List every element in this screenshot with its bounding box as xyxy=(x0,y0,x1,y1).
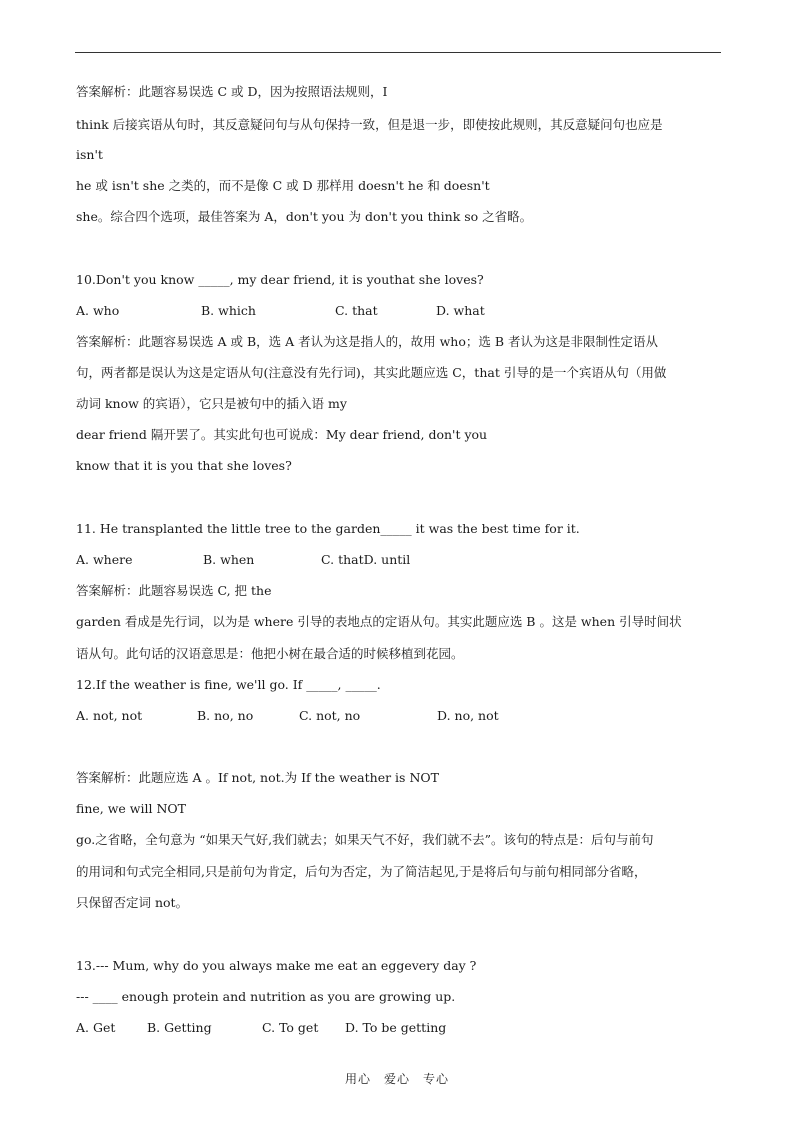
q12-option-c: C. not, no xyxy=(299,708,361,723)
q9-analysis-line-3: isn't xyxy=(76,147,103,162)
q10-stem: 10.Don't you know _____, my dear friend, it is youthat she loves? xyxy=(76,272,484,287)
q13-option-b: B. Getting xyxy=(147,1020,212,1035)
q10-option-d: D. what xyxy=(436,303,485,318)
q13-reply: --- ____ enough protein and nutrition as you are growing up. xyxy=(76,989,456,1004)
q10-option-c: C. that xyxy=(335,303,378,318)
q11-option-a: A. where xyxy=(76,552,133,567)
q12-analysis-line-4: 的用词和句式完全相同,只是前句为肯定，后句为否定，为了简洁起见,于是将后句与前句相同部分省略， xyxy=(76,864,647,879)
q12-option-a: A. not, not xyxy=(76,708,143,723)
q13-option-c: C. To get xyxy=(262,1020,319,1035)
q11-analysis-line-1: 答案解析：此题容易误选 C, 把 the xyxy=(76,583,272,598)
q11-option-b: B. when xyxy=(203,552,255,567)
q13-option-d: D. To be getting xyxy=(345,1020,447,1035)
q12-analysis-line-5: 只保留否定词 not。 xyxy=(76,895,189,910)
q12-analysis-line-3: go.之省略，全句意为 “如果天气好,我们就去；如果天气不好，我们就不去”。该句的特点是：后句与前句 xyxy=(76,832,654,847)
q12-option-d: D. no, not xyxy=(437,708,499,723)
q9-analysis-line-1: 答案解析：此题容易误选 C 或 D，因为按照语法规则，I xyxy=(76,84,388,99)
q10-analysis-line-1: 答案解析：此题容易误选 A 或 B，选 A 者认为这是指人的，故用 who；选 B 者认为这是非限制性定语从 xyxy=(76,334,658,349)
q9-analysis-line-2: think 后接宾语从句时，其反意疑问句与从句保持一致，但是退一步，即使按此规则，其反意疑问句也应是 xyxy=(76,117,663,132)
q12-analysis-line-2: fine, we will NOT xyxy=(76,801,186,816)
q9-analysis-line-5: she。综合四个选项，最佳答案为 A，don't you 为 don't you think so 之省略。 xyxy=(76,209,533,224)
q13-option-a: A. Get xyxy=(76,1020,116,1035)
q12-analysis-line-1: 答案解析：此题应选 A 。If not, not.为 If the weather is NOT xyxy=(76,770,439,785)
q10-analysis-line-4: dear friend 隔开罢了。其实此句也可说成：My dear friend, don't you xyxy=(76,427,488,442)
q10-option-b: B. which xyxy=(201,303,256,318)
q10-analysis-line-3: 动词 know 的宾语），它只是被句中的插入语 my xyxy=(76,396,347,411)
q11-option-c-d: C. thatD. until xyxy=(321,552,411,567)
q11-analysis-line-3: 语从句。此句话的汉语意思是：他把小树在最合适的时候移植到花园。 xyxy=(76,646,464,661)
q10-analysis-line-2: 句，两者都是误认为这是定语从句(注意没有先行词)，其实此题应选 C，that 引导的是一个宾语从句（用做 xyxy=(76,365,667,380)
q11-analysis-line-2: garden 看成是先行词，以为是 where 引导的表地点的定语从句。其实此题应选 B 。这是 when 引导时间状 xyxy=(76,614,682,629)
q9-analysis-line-4: he 或 isn't she 之类的，而不是像 C 或 D 那样用 doesn't he 和 doesn't xyxy=(76,178,490,193)
q10-analysis-line-5: know that it is you that she loves? xyxy=(76,458,292,473)
q10-option-a: A. who xyxy=(76,303,120,318)
header-rule xyxy=(75,52,721,53)
page-footer: 用心 爱心 专心 xyxy=(344,1072,449,1086)
q12-option-b: B. no, no xyxy=(197,708,254,723)
q12-stem: 12.If the weather is fine, we'll go. If _____, _____. xyxy=(76,677,381,692)
q13-stem: 13.--- Mum, why do you always make me eat an eggevery day ? xyxy=(76,958,477,973)
q11-stem: 11. He transplanted the little tree to the garden_____ it was the best time for it. xyxy=(76,521,580,536)
